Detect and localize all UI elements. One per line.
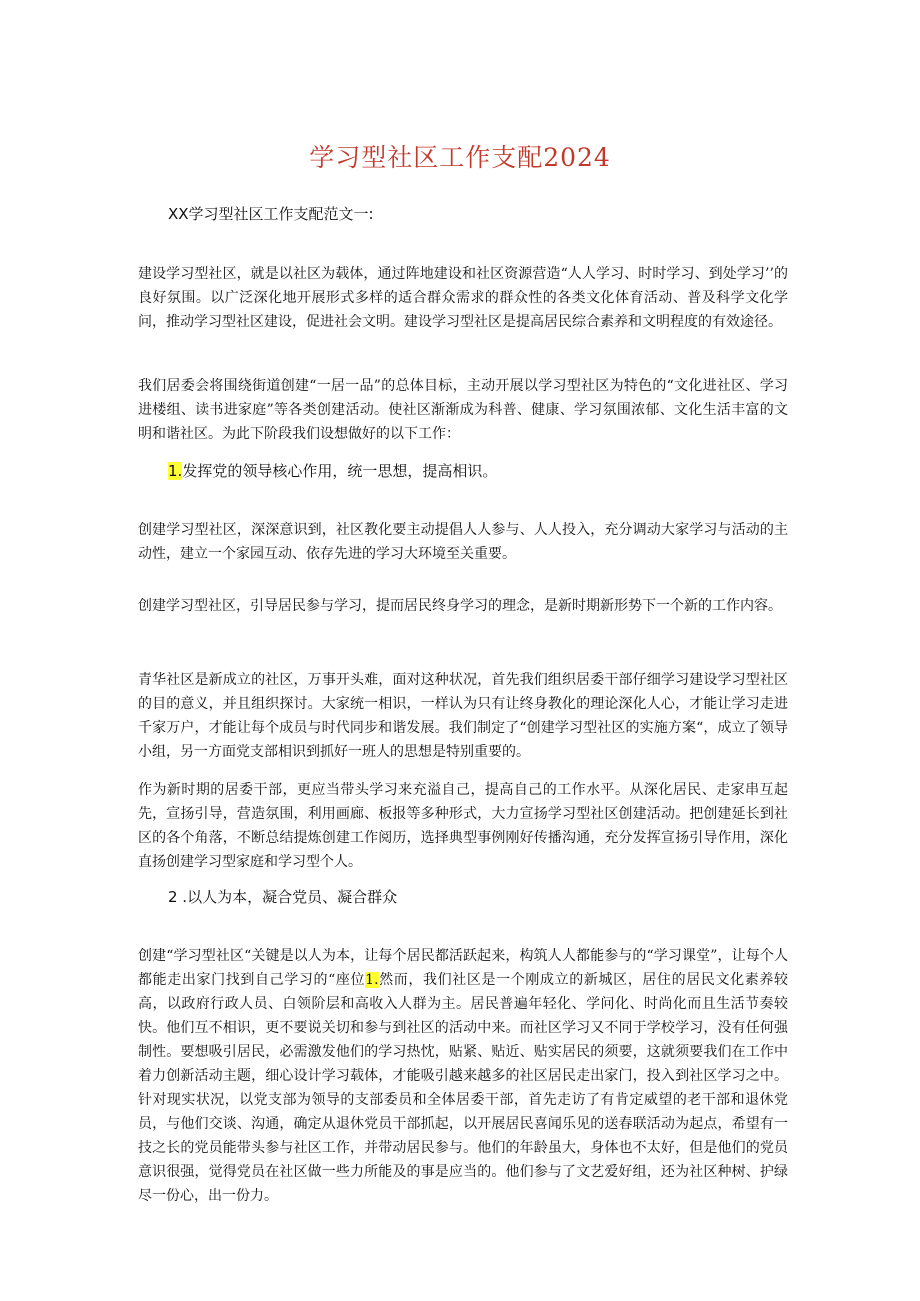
paragraph-7-rest: 然而，我们社区是一个刚成立的新城区，居住的居民文化素养较高，以政府行政人员、白领阶层和高收入人群为主。居民普遍年轻化、学问化、时尚化而且生活节奏较快。他们互不相识，更不要说关切和参与到社区的活动中来。而社区学习又不同于学校学习，没有任何强制性。要想吸引居民，必需激发他们的学习热忱，贴紧、贴近、贴实居民的须要，这就须要我们在工作中着力创新活动主题，细心设计学习载体，才能吸引越来越多的社区居民走出家门，投入到社区学习之中。针对现实状况，以党支部为领导的支部委员和全体居委干部，首先走访了有肯定威望的老干部和退休党员，与他们交谈、沟通，确定从退休党员干部抓起，以开展居民喜闻乐见的送春联活动为起点，希望有一技之长的党员能带头参与社区工作，并带动居民参与。他们的年龄虽大，身体也不太好，但是他们的党员意识很强，觉得党员在社区做一些力所能及的事是应当的。他们参与了文艺爱好组，还为社区种树、护绿尽一份心，出一份力。: [138, 972, 788, 1204]
section-intro-heading: XX学习型社区工作支配范文一:: [168, 205, 374, 223]
heading-2: 2 .以人为本，凝合党员、凝合群众: [168, 888, 398, 906]
paragraph-2: 我们居委会将围绕街道创建“一居一品”的总体目标，主动开展以学习型社区为特色的“文化进社区、学习进楼组、读书进家庭”等各类创建活动。使社区渐渐成为科普、健康、学习氛围浓郁、文化生活丰富的文明和谐社区。为此下阶段我们设想做好的以下工作：: [138, 378, 788, 442]
paragraph-3: 创建学习型社区，深深意识到，社区教化要主动提倡人人参与、人人投入，充分调动大家学习与活动的主动性，建立一个家园互动、依存先进的学习大环境至关重要。: [138, 522, 788, 562]
paragraph-1: 建设学习型社区，就是以社区为载体，通过阵地建设和社区资源营造“人人学习、时时学习、到处学习’’的良好氛围。以广泛深化地开展形式多样的适合群众需求的群众性的各类文化体育活动、普及科学文化学问，推动学习型社区建设，促进社会文明。建设学习型社区是提高居民综合素养和文明程度的有效途径。: [138, 266, 788, 330]
paragraph-7-start: 创建“学习型社区“关键是以人为本，让每个居民都活跃起来，构筑人人都能参与的“学习课堂”，让每个人都能走出家门找到自己学习的“座位: [138, 948, 788, 988]
paragraph-6: 作为新时期的居委干部，更应当带头学习来充溢自己，提高自己的工作水平。从深化居民、走家串互起先，宣扬引导，营造氛围，利用画廊、板报等多种形式，大力宣扬学习型社区创建活动。把创建延长到社区的各个角落，不断总结提炼创建工作阅历，选择典型事例刚好传播沟通，充分发挥宣扬引导作用，深化直扬创建学习型家庭和学习型个人。: [138, 782, 788, 870]
heading-1: [168, 460, 497, 482]
highlight-mark: 1.: [365, 972, 379, 988]
heading-1-text: 发挥党的领导核心作用，统一思想，提高相识。: [182, 462, 498, 480]
paragraph-7: [138, 944, 788, 1208]
paragraph-4: 创建学习型社区，引导居民参与学习，提而居民终身学习的理念，是新时期新形势下一个新的工作内容。: [138, 598, 782, 614]
heading-1-number: 1.: [168, 462, 183, 480]
document-title: 学习型社区工作支配2024: [309, 143, 611, 172]
paragraph-5: 青华社区是新成立的社区，万事开头难，面对这种状况，首先我们组织居委干部仔细学习建设学习型社区的目的意义，并且组织探讨。大家统一相识，一样认为只有让终身教化的理论深化人心，才能让学习走进千家万户，才能让每个成员与时代同步和谐发展。我们制定了“创建学习型社区的实施方案“，成立了领导小组，另一方面党支部相识到抓好一班人的思想是特别重要的。: [138, 672, 788, 760]
